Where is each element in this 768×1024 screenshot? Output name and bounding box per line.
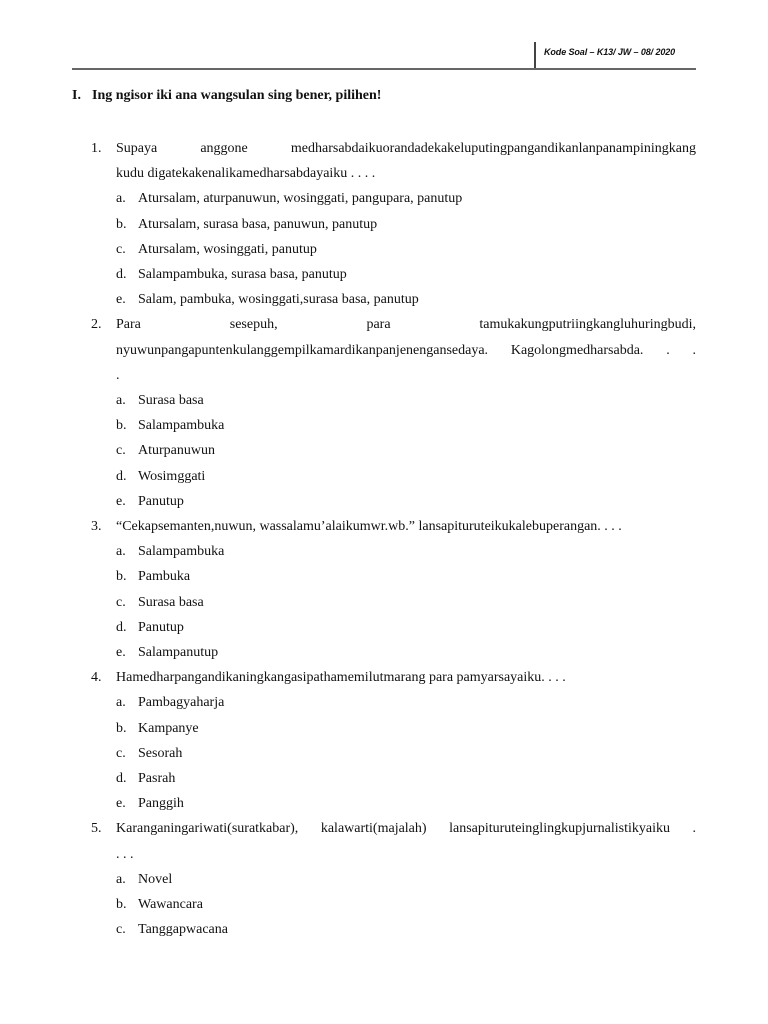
question-list bbox=[72, 136, 696, 943]
option-letter: c. bbox=[116, 594, 126, 610]
option-c bbox=[116, 438, 696, 463]
option-e bbox=[116, 791, 696, 816]
question-text-line: . bbox=[116, 367, 120, 383]
question-text-line: Karanganingariwati(suratkabar), kalawarti(majalah) lansapituruteinglingkupjurnalistikyaiku . bbox=[116, 821, 696, 837]
question-number: 5. bbox=[91, 821, 102, 837]
option-text: Atursalam, wosinggati, panutup bbox=[138, 241, 317, 257]
option-text: Salampambuka, surasa basa, panutup bbox=[138, 267, 347, 283]
option-letter: a. bbox=[116, 871, 126, 887]
option-letter: a. bbox=[116, 393, 126, 409]
option-c bbox=[116, 917, 696, 942]
option-d bbox=[116, 766, 696, 791]
question-4 bbox=[72, 665, 696, 816]
option-text: Salam, pambuka, wosinggati,surasa basa, panutup bbox=[138, 292, 419, 308]
question-text-line: nyuwunpangapuntenkulanggempilkamardikanpanjenengansedaya. Kagolongmedharsabda. . . bbox=[116, 342, 696, 358]
question-number: 1. bbox=[91, 141, 102, 156]
question-3 bbox=[72, 514, 696, 665]
option-letter: e. bbox=[116, 796, 126, 812]
option-b bbox=[116, 413, 696, 438]
option-text: Wosimggati bbox=[138, 468, 206, 484]
option-text: Salampanutup bbox=[138, 645, 219, 661]
option-letter: e. bbox=[116, 645, 126, 661]
question-2 bbox=[72, 312, 696, 514]
option-letter: d. bbox=[116, 619, 127, 635]
option-a bbox=[116, 539, 696, 564]
section-title: Ing ngisor iki ana wangsulan sing bener, pilihen! bbox=[92, 88, 382, 103]
option-letter: c. bbox=[116, 241, 126, 257]
option-letter: b. bbox=[116, 216, 127, 232]
option-e bbox=[116, 287, 696, 312]
option-text: Panutup bbox=[138, 493, 184, 509]
option-a bbox=[116, 867, 696, 892]
option-text: Atursalam, aturpanuwun, wosinggati, pangupara, panutup bbox=[138, 191, 463, 207]
option-text: Surasa basa bbox=[138, 594, 204, 610]
question-5 bbox=[72, 816, 696, 942]
exam-code: Kode Soal – K13/ JW – 08/ 2020 bbox=[544, 47, 676, 57]
option-a bbox=[116, 690, 696, 715]
header-divider-vertical bbox=[534, 42, 536, 68]
option-a bbox=[116, 186, 696, 211]
option-letter: a. bbox=[116, 695, 126, 711]
option-letter: b. bbox=[116, 418, 127, 434]
option-b bbox=[116, 892, 696, 917]
option-letter: d. bbox=[116, 267, 127, 283]
option-letter: a. bbox=[116, 191, 126, 207]
option-e bbox=[116, 640, 696, 665]
question-text-line: Supaya anggone medharsabdaikuorandadekakeluputingpangandikanlanpanampiningkang bbox=[116, 141, 696, 156]
option-letter: d. bbox=[116, 468, 127, 484]
option-b bbox=[116, 212, 696, 237]
question-text-line: Para sesepuh, para tamukakungputriingkangluhuringbudi, bbox=[116, 317, 696, 333]
header-rule bbox=[72, 68, 696, 70]
option-letter: d. bbox=[116, 771, 127, 787]
option-letter: c. bbox=[116, 443, 126, 459]
option-text: Wawancara bbox=[138, 897, 203, 913]
option-c bbox=[116, 237, 696, 262]
question-text-line: kudu digatekakenalikamedharsabdayaiku . . . . bbox=[116, 166, 376, 182]
option-text: Pasrah bbox=[138, 771, 176, 787]
option-letter: c. bbox=[116, 922, 126, 938]
question-number: 3. bbox=[91, 519, 102, 535]
option-text: Pambagyaharja bbox=[138, 695, 225, 711]
option-c bbox=[116, 741, 696, 766]
option-text: Novel bbox=[138, 871, 173, 887]
option-d bbox=[116, 262, 696, 287]
option-text: Salampambuka bbox=[138, 418, 225, 434]
option-letter: c. bbox=[116, 745, 126, 761]
section-heading bbox=[72, 88, 381, 104]
option-text: Kampanye bbox=[138, 720, 199, 736]
option-text: Salampambuka bbox=[138, 544, 225, 560]
option-text: Sesorah bbox=[138, 745, 183, 761]
option-text: Panutup bbox=[138, 619, 184, 635]
option-e bbox=[116, 489, 696, 514]
option-letter: a. bbox=[116, 544, 126, 560]
option-text: Panggih bbox=[138, 796, 184, 812]
option-d bbox=[116, 615, 696, 640]
page-header bbox=[72, 40, 696, 70]
option-c bbox=[116, 590, 696, 615]
question-number: 2. bbox=[91, 317, 102, 333]
section-numeral: I. bbox=[72, 88, 81, 103]
option-text: Atursalam, surasa basa, panuwun, panutup bbox=[138, 216, 378, 232]
option-letter: e. bbox=[116, 292, 126, 308]
option-text: Tanggapwacana bbox=[138, 922, 228, 938]
question-1 bbox=[72, 136, 696, 312]
option-b bbox=[116, 716, 696, 741]
option-text: Pambuka bbox=[138, 569, 191, 585]
option-letter: b. bbox=[116, 720, 127, 736]
option-letter: e. bbox=[116, 493, 126, 509]
option-text: Aturpanuwun bbox=[138, 443, 215, 459]
question-number: 4. bbox=[91, 670, 102, 686]
option-b bbox=[116, 564, 696, 589]
option-letter: b. bbox=[116, 897, 127, 913]
option-text: Surasa basa bbox=[138, 393, 204, 409]
option-a bbox=[116, 388, 696, 413]
option-d bbox=[116, 464, 696, 489]
question-text-line: “Cekapsemanten,nuwun, wassalamu’alaikumwr.wb.” lansapituruteikukalebuperangan. . . . bbox=[116, 519, 622, 535]
option-letter: b. bbox=[116, 569, 127, 585]
question-text-line: . . . bbox=[116, 846, 134, 862]
question-text-line: Hamedharpangandikaningkangasipathamemilutmarang para pamyarsayaiku. . . . bbox=[116, 670, 566, 686]
